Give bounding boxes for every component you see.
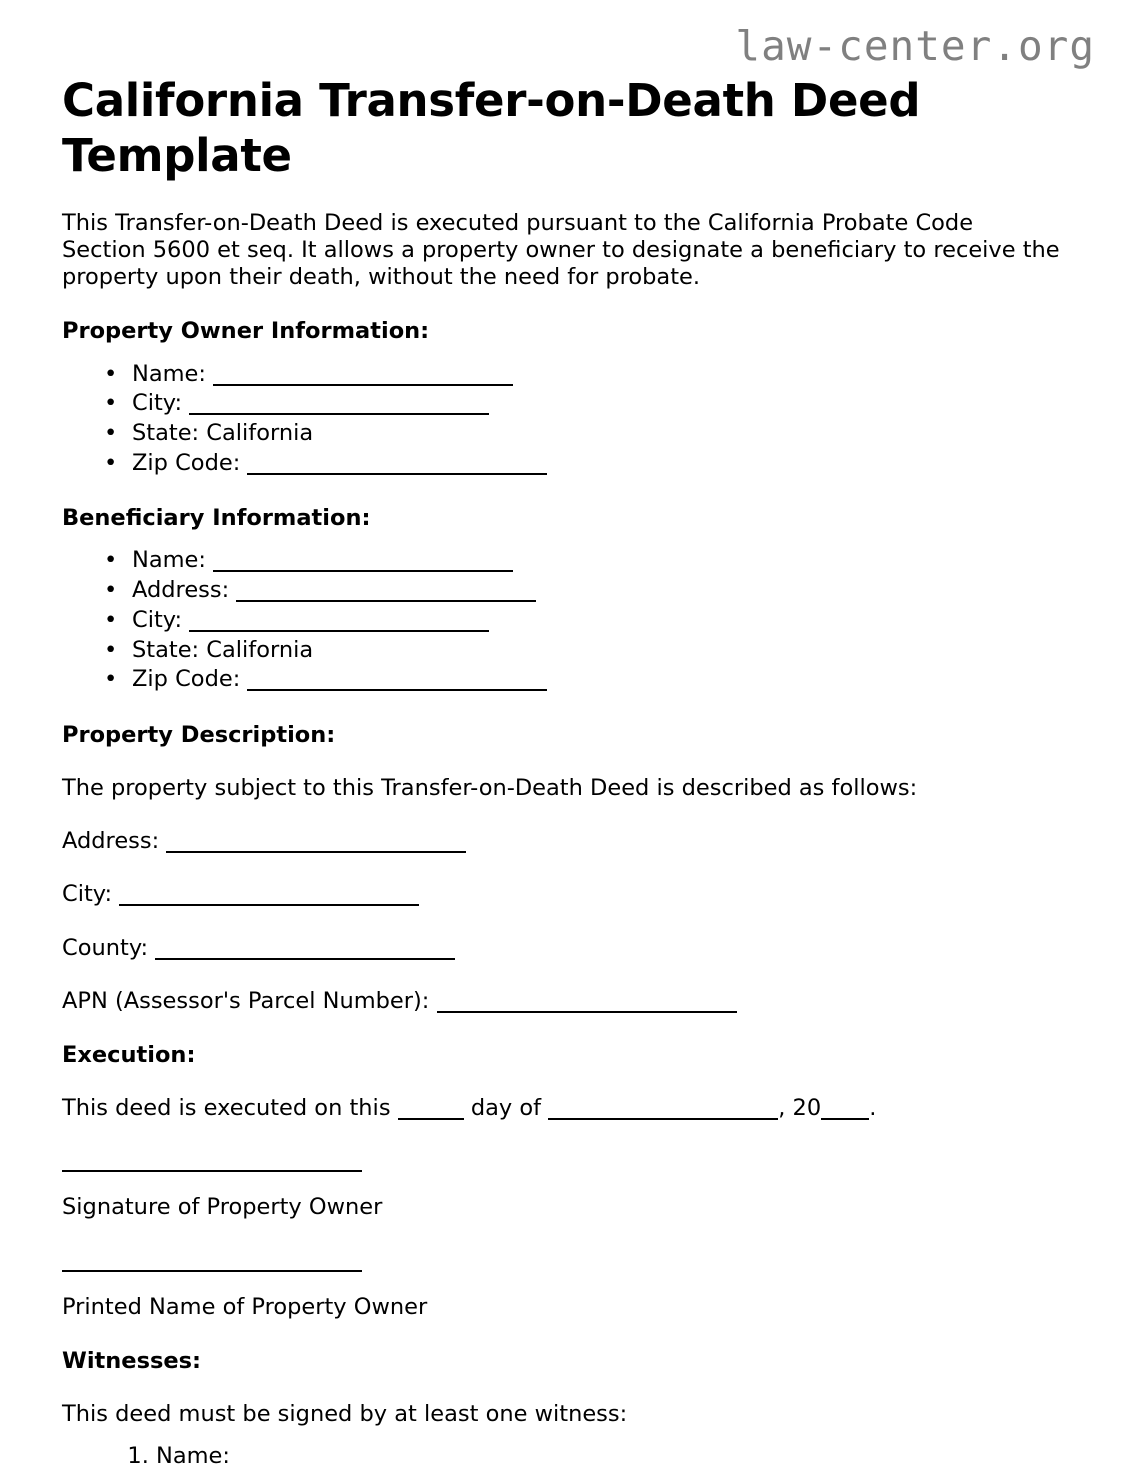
list-item (132, 665, 1071, 695)
owner-zip-blank[interactable] (247, 457, 547, 475)
execution-day-blank[interactable] (398, 1102, 464, 1120)
field-label: Zip Code: (132, 449, 241, 476)
field-label: Name: (132, 547, 206, 574)
field-label: State: (132, 636, 200, 663)
list-item (132, 419, 1071, 449)
property-county-row (62, 909, 1062, 962)
field-label: APN (Assessor's Parcel Number): (62, 987, 430, 1014)
property-address-row (62, 802, 1062, 855)
site-watermark: law-center.org (735, 22, 1095, 70)
execution-text-part-4: . (869, 1095, 877, 1122)
list-item (132, 546, 1071, 576)
beneficiary-field-list (62, 532, 1071, 694)
witness-name-blank[interactable] (237, 1450, 537, 1466)
owner-name-blank[interactable] (213, 368, 513, 386)
page-title: California Transfer-on-Death Deed Template (62, 74, 921, 182)
property-apn-blank[interactable] (437, 995, 737, 1013)
beneficiary-city-blank[interactable] (189, 614, 489, 632)
field-value: California (206, 419, 314, 446)
execution-text-part-2: day of (470, 1095, 542, 1122)
list-item (132, 360, 1071, 390)
property-county-blank[interactable] (155, 942, 455, 960)
property-apn-row (62, 962, 1062, 1015)
execution-date-sentence (62, 1069, 1062, 1122)
list-item (132, 606, 1071, 636)
property-city-row (62, 855, 1062, 908)
beneficiary-zip-blank[interactable] (247, 673, 547, 691)
field-label: Address: (132, 577, 230, 604)
execution-text-part-3: , 20 (778, 1095, 822, 1122)
list-item (132, 576, 1071, 606)
list-item (132, 636, 1071, 666)
property-city-blank[interactable] (119, 888, 419, 906)
property-owner-field-list (62, 346, 1071, 479)
witness-intro: This deed must be signed by at least one witness: (62, 1401, 628, 1427)
field-value: California (206, 636, 314, 663)
signature-caption: Signature of Property Owner (62, 1194, 383, 1221)
section-heading-beneficiary: Beneficiary Information: (62, 505, 371, 532)
property-description-intro: The property subject to this Transfer-on-Death Deed is described as follows: (62, 775, 918, 801)
list-item (132, 449, 1071, 479)
field-label: County: (62, 934, 149, 961)
printed-name-caption: Printed Name of Property Owner (62, 1293, 428, 1320)
section-heading-witnesses: Witnesses: (62, 1347, 201, 1374)
field-label: City: (132, 390, 183, 417)
field-label: City: (62, 881, 113, 908)
field-label: Zip Code: (132, 666, 241, 693)
section-heading-execution: Execution: (62, 1042, 196, 1069)
field-label: City: (132, 606, 183, 633)
beneficiary-address-blank[interactable] (236, 584, 536, 602)
field-label: Name: (132, 360, 206, 387)
witness-field-list (62, 1428, 1071, 1466)
field-label: State: (132, 419, 200, 446)
intro-paragraph: This Transfer-on-Death Deed is executed pursuant to the California Probate Code Section 5600 et seq. It allows a property owner to designate a beneficiary to receive the property upon their death, without the need for probate. (62, 209, 1060, 291)
field-label: Name: (156, 1443, 230, 1466)
execution-text-part-1: This deed is executed on this (62, 1095, 391, 1122)
section-heading-property-owner: Property Owner Information: (62, 318, 430, 345)
property-address-blank[interactable] (166, 835, 466, 853)
field-label: Address: (62, 828, 160, 855)
execution-month-blank[interactable] (548, 1102, 778, 1120)
beneficiary-name-blank[interactable] (213, 554, 513, 572)
owner-city-blank[interactable] (189, 397, 489, 415)
execution-year-blank[interactable] (821, 1102, 869, 1120)
list-item (132, 389, 1071, 419)
section-heading-property-description: Property Description: (62, 721, 336, 748)
list-item (156, 1442, 1071, 1466)
